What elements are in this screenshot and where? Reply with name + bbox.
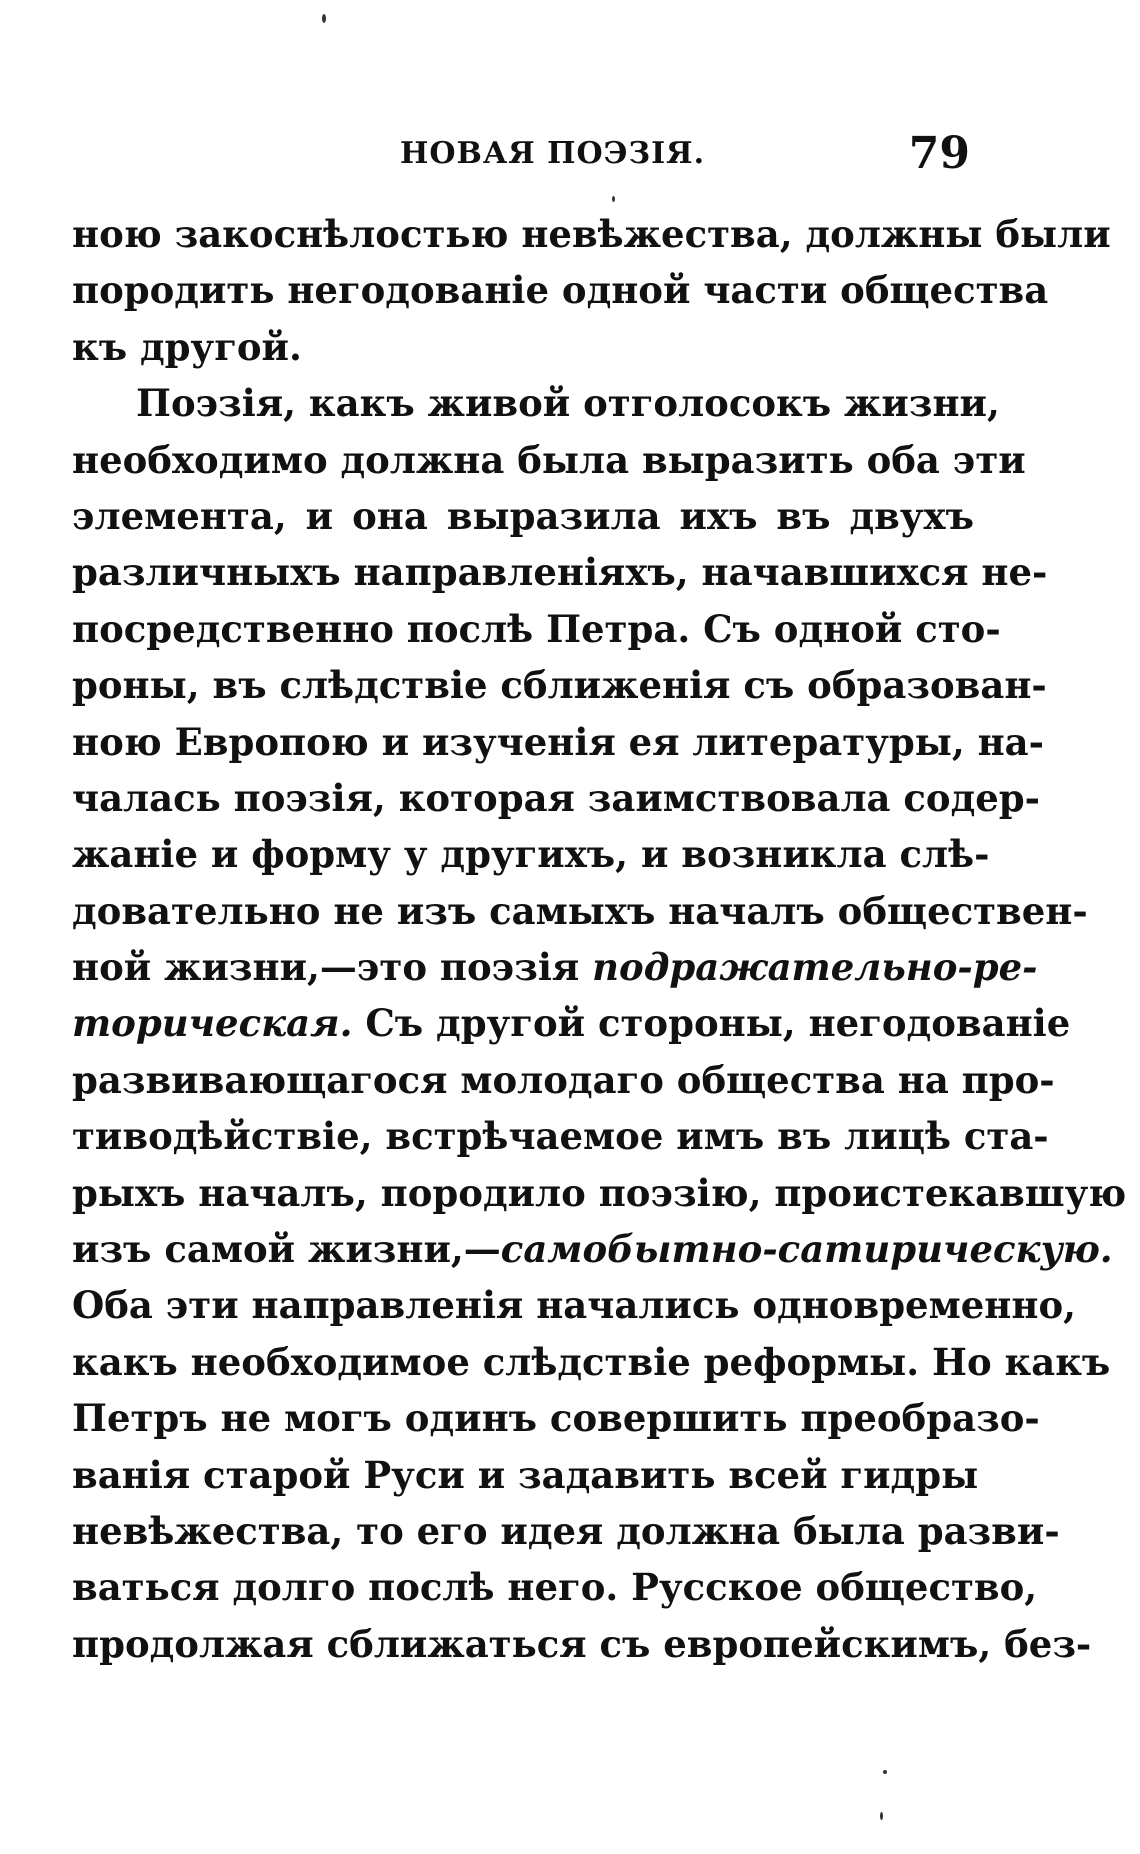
scan-speck xyxy=(880,1812,883,1820)
text-line xyxy=(72,939,1038,995)
text-line: тиводѣйствіе, встрѣчаемое имъ въ лицѣ ста- xyxy=(72,1114,1049,1159)
text-line: Оба эти направленія начались одновременно, xyxy=(72,1283,1077,1328)
body-text xyxy=(72,206,1127,1672)
text-line: ною Европою и изученія ея литературы, на- xyxy=(72,719,1045,764)
text-line xyxy=(72,1221,1113,1277)
text-line: различныхъ направленіяхъ, начавшихся не- xyxy=(72,550,1048,595)
text-line: развивающагося молодаго общества на про- xyxy=(72,1057,1055,1102)
text-line: породить негодованіе одной части общества xyxy=(72,268,1049,313)
text-line: посредственно послѣ Петра. Съ одной сто- xyxy=(72,606,1001,651)
text-segment: ной жизни,—это поэзія xyxy=(72,945,593,990)
text-line: элемента, и она выразила ихъ въ двухъ xyxy=(72,493,974,538)
page-header xyxy=(400,128,970,178)
text-line: къ другой. xyxy=(72,324,302,369)
italic-term: торическая. xyxy=(72,1001,353,1046)
italic-term: подражательно-ре- xyxy=(592,945,1038,990)
page-number: 79 xyxy=(908,128,970,179)
text-line: рыхъ началъ, породило поэзію, проистекавшую xyxy=(72,1170,1127,1215)
text-line: какъ необходимое слѣдствіе реформы. Но какъ xyxy=(72,1339,1111,1384)
text-line: необходимо должна была выразить оба эти xyxy=(72,437,1026,482)
scan-speck xyxy=(322,14,326,23)
text-line: довательно не изъ самыхъ началъ обществен- xyxy=(72,888,1088,933)
text-line: чалась поэзія, которая заимствовала содер- xyxy=(72,775,1041,820)
text-segment: Съ другой стороны, негодованіе xyxy=(352,1001,1071,1046)
text-line: Петръ не могъ одинъ совершить преобразо- xyxy=(72,1396,1040,1441)
text-line: невѣжества, то его идея должна была разви- xyxy=(72,1508,1060,1553)
scan-speck xyxy=(883,1770,887,1774)
text-line xyxy=(72,995,1071,1051)
text-line: ваться долго послѣ него. Русское общество, xyxy=(72,1565,1038,1610)
running-title: НОВАЯ ПОЭЗІЯ. xyxy=(400,136,706,171)
paragraph-start-line: Поэзія, какъ живой отголосокъ жизни, xyxy=(136,381,1000,426)
text-line: жаніе и форму у другихъ, и возникла слѣ- xyxy=(72,832,990,877)
text-line: продолжая сближаться съ европейскимъ, без- xyxy=(72,1621,1092,1666)
text-line: ванія старой Руси и задавить всей гидры xyxy=(72,1452,979,1497)
text-line: ною закоснѣлостью невѣжества, должны были xyxy=(72,212,1111,256)
text-segment: изъ самой жизни,— xyxy=(72,1227,501,1272)
scan-speck xyxy=(612,196,615,202)
text-line: роны, въ слѣдствіе сближенія съ образован- xyxy=(72,663,1047,708)
italic-term: самобытно-сатирическую. xyxy=(500,1227,1113,1272)
